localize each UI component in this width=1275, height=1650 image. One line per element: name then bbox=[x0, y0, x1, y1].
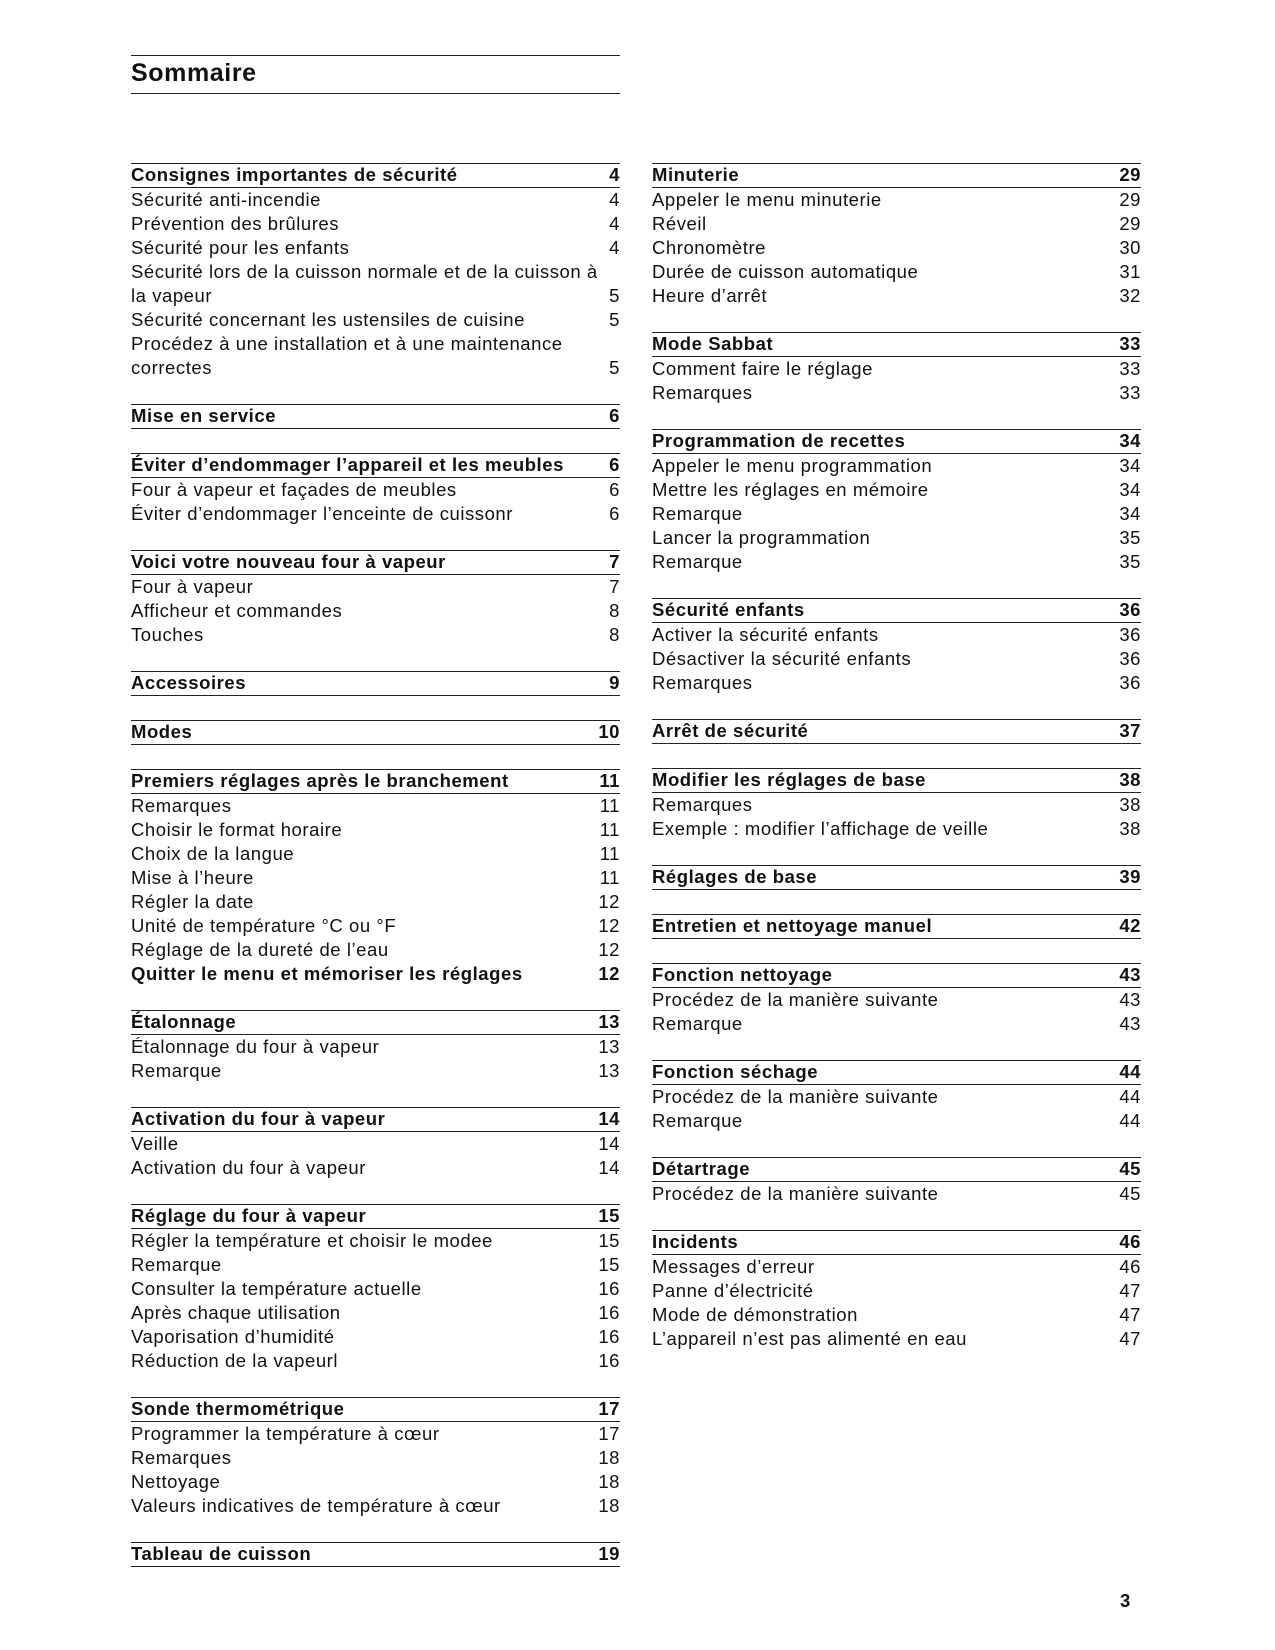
toc-entry[interactable] bbox=[652, 478, 1141, 502]
toc-heading-page: 6 bbox=[609, 405, 620, 426]
toc-entry[interactable] bbox=[131, 1349, 620, 1373]
toc-entry-page: 12 bbox=[598, 891, 620, 912]
toc-entry-label: Consulter la température actuelle bbox=[131, 1278, 422, 1299]
toc-entry[interactable] bbox=[131, 236, 620, 260]
toc-section-heading[interactable] bbox=[131, 1542, 620, 1567]
toc-entry-page: 5 bbox=[609, 309, 620, 330]
toc-section-heading[interactable] bbox=[652, 1157, 1141, 1182]
toc-entry-page: 35 bbox=[1119, 551, 1141, 572]
toc-section-heading[interactable] bbox=[131, 1204, 620, 1229]
toc-heading-title: Réglages de base bbox=[652, 866, 818, 887]
toc-entry-label: Éviter d’endommager l’enceinte de cuissonr bbox=[131, 503, 513, 524]
toc-heading-title: Tableau de cuisson bbox=[131, 1543, 312, 1564]
toc-section bbox=[131, 1010, 620, 1083]
toc-section bbox=[652, 963, 1141, 1036]
toc-entry[interactable] bbox=[652, 526, 1141, 550]
toc-entry-label: Programmer la température à cœur bbox=[131, 1423, 440, 1444]
toc-entry-label: Choisir le format horaire bbox=[131, 819, 343, 840]
toc-entry-page: 47 bbox=[1119, 1280, 1141, 1301]
toc-entry-page: 5 bbox=[609, 357, 620, 378]
toc-entry-page: 43 bbox=[1119, 1013, 1141, 1034]
toc-entry-page: 18 bbox=[598, 1495, 620, 1516]
toc-entry-page: 11 bbox=[599, 843, 620, 864]
toc-entry-page: 36 bbox=[1119, 624, 1141, 645]
toc-heading-title: Entretien et nettoyage manuel bbox=[652, 915, 933, 936]
toc-entry[interactable] bbox=[652, 1327, 1141, 1351]
toc-section bbox=[652, 865, 1141, 890]
toc-entry[interactable] bbox=[131, 1446, 620, 1470]
toc-entry-page: 17 bbox=[598, 1423, 620, 1444]
toc-entry-page: 33 bbox=[1119, 382, 1141, 403]
toc-entry[interactable] bbox=[131, 1035, 620, 1059]
toc-entry-page: 34 bbox=[1119, 503, 1141, 524]
toc-entry-label: Sécurité concernant les ustensiles de cuisine bbox=[131, 309, 525, 330]
toc-section bbox=[131, 671, 620, 696]
toc-heading-title: Accessoires bbox=[131, 672, 247, 693]
toc-entry-label: L’appareil n’est pas alimenté en eau bbox=[652, 1328, 967, 1349]
toc-entry-page: 38 bbox=[1119, 818, 1141, 839]
toc-entry-label: Remarques bbox=[131, 1447, 232, 1468]
toc-entry-page: 46 bbox=[1119, 1256, 1141, 1277]
toc-entry-label: Remarque bbox=[131, 1254, 222, 1275]
toc-entry-label: Régler la date bbox=[131, 891, 254, 912]
toc-entry-label: Remarque bbox=[131, 1060, 222, 1081]
toc-entry-label: Nettoyage bbox=[131, 1471, 221, 1492]
toc-entry[interactable] bbox=[652, 550, 1141, 574]
toc-entry[interactable] bbox=[652, 260, 1141, 284]
toc-section bbox=[131, 1397, 620, 1518]
toc-entry-page: 47 bbox=[1119, 1304, 1141, 1325]
toc-entry-page: 38 bbox=[1119, 794, 1141, 815]
toc-right-column bbox=[652, 163, 1141, 1375]
toc-entry-label: Remarques bbox=[652, 672, 753, 693]
toc-heading-title: Premiers réglages après le branchement bbox=[131, 770, 509, 791]
toc-entry-label: Procédez à une installation et à une maintenance correctes bbox=[131, 333, 563, 378]
toc-section-heading[interactable] bbox=[652, 332, 1141, 357]
toc-heading-page: 42 bbox=[1119, 915, 1141, 936]
toc-heading-title: Programmation de recettes bbox=[652, 430, 906, 451]
toc-entry[interactable] bbox=[131, 962, 620, 986]
toc-entry[interactable] bbox=[131, 308, 620, 332]
toc-entry-page: 34 bbox=[1119, 479, 1141, 500]
toc-entry-label: Remarque bbox=[652, 551, 743, 572]
toc-section bbox=[131, 404, 620, 429]
toc-entry[interactable] bbox=[652, 454, 1141, 478]
toc-entry[interactable] bbox=[131, 890, 620, 914]
toc-heading-page: 6 bbox=[609, 454, 620, 475]
toc-entry-page: 43 bbox=[1119, 989, 1141, 1010]
toc-entry[interactable] bbox=[652, 1255, 1141, 1279]
toc-entry-label: Étalonnage du four à vapeur bbox=[131, 1036, 380, 1057]
toc-entry-label: Remarque bbox=[652, 1110, 743, 1131]
toc-section bbox=[131, 550, 620, 647]
toc-heading-title: Mise en service bbox=[131, 405, 277, 426]
toc-entry-label: Heure d’arrêt bbox=[652, 285, 768, 306]
toc-section-heading[interactable] bbox=[131, 163, 620, 188]
toc-section-heading[interactable] bbox=[652, 429, 1141, 454]
toc-entry-label: Réveil bbox=[652, 213, 707, 234]
toc-section bbox=[131, 453, 620, 526]
toc-section-heading[interactable] bbox=[652, 1060, 1141, 1085]
toc-heading-title: Sonde thermométrique bbox=[131, 1398, 345, 1419]
toc-entry-page: 13 bbox=[598, 1036, 620, 1057]
toc-heading-title: Activation du four à vapeur bbox=[131, 1108, 386, 1129]
toc-heading-title: Sécurité enfants bbox=[652, 599, 805, 620]
toc-heading-title: Modes bbox=[131, 721, 193, 742]
toc-section bbox=[652, 429, 1141, 574]
toc-section-heading[interactable] bbox=[131, 453, 620, 478]
toc-entry[interactable] bbox=[131, 1132, 620, 1156]
toc-section bbox=[131, 1204, 620, 1373]
toc-entry-label: Réduction de la vapeurl bbox=[131, 1350, 339, 1371]
toc-entry[interactable] bbox=[652, 1182, 1141, 1206]
toc-left-column bbox=[131, 163, 620, 1591]
toc-heading-title: Éviter d’endommager l’appareil et les meubles bbox=[131, 454, 564, 475]
toc-entry[interactable] bbox=[652, 357, 1141, 381]
toc-entry-page: 32 bbox=[1119, 285, 1141, 306]
toc-entry[interactable] bbox=[652, 671, 1141, 695]
toc-entry-page: 18 bbox=[598, 1447, 620, 1468]
toc-entry-label: Lancer la programmation bbox=[652, 527, 871, 548]
toc-entry-label: Mise à l’heure bbox=[131, 867, 254, 888]
toc-section-heading[interactable] bbox=[652, 963, 1141, 988]
toc-section-heading[interactable] bbox=[652, 1230, 1141, 1255]
toc-entry-label: Choix de la langue bbox=[131, 843, 295, 864]
toc-entry[interactable] bbox=[131, 575, 620, 599]
toc-entry[interactable] bbox=[131, 1059, 620, 1083]
toc-entry[interactable] bbox=[131, 1277, 620, 1301]
toc-heading-page: 39 bbox=[1119, 866, 1141, 887]
toc-section bbox=[131, 163, 620, 380]
toc-entry-label: Appeler le menu programmation bbox=[652, 455, 933, 476]
toc-heading-page: 9 bbox=[609, 672, 620, 693]
toc-section bbox=[652, 1157, 1141, 1206]
toc-entry-label: Durée de cuisson automatique bbox=[652, 261, 919, 282]
toc-section-heading[interactable] bbox=[131, 404, 620, 429]
toc-entry[interactable] bbox=[131, 1494, 620, 1518]
toc-section bbox=[652, 163, 1141, 308]
toc-entry[interactable] bbox=[652, 381, 1141, 405]
toc-section-heading[interactable] bbox=[652, 768, 1141, 793]
toc-entry-label: Sécurité anti-incendie bbox=[131, 189, 322, 210]
toc-heading-title: Réglage du four à vapeur bbox=[131, 1205, 367, 1226]
toc-entry-page: 6 bbox=[609, 479, 620, 500]
toc-entry[interactable] bbox=[131, 188, 620, 212]
toc-entry-label: Remarques bbox=[652, 382, 753, 403]
toc-section-heading[interactable] bbox=[131, 1107, 620, 1132]
toc-entry[interactable] bbox=[131, 1422, 620, 1446]
toc-entry-page: 29 bbox=[1119, 213, 1141, 234]
toc-heading-page: 11 bbox=[599, 770, 620, 791]
toc-entry[interactable] bbox=[652, 1279, 1141, 1303]
toc-entry-page: 5 bbox=[609, 285, 620, 306]
toc-entry-page: 33 bbox=[1119, 358, 1141, 379]
toc-entry-page: 16 bbox=[598, 1326, 620, 1347]
toc-section bbox=[131, 720, 620, 745]
toc-entry-page: 6 bbox=[609, 503, 620, 524]
toc-entry-page: 35 bbox=[1119, 527, 1141, 548]
toc-entry-page: 29 bbox=[1119, 189, 1141, 210]
toc-entry[interactable] bbox=[131, 260, 620, 308]
toc-heading-page: 37 bbox=[1119, 720, 1141, 741]
toc-entry-label: Mode de démonstration bbox=[652, 1304, 858, 1325]
toc-entry[interactable] bbox=[131, 1229, 620, 1253]
toc-heading-page: 19 bbox=[598, 1543, 620, 1564]
toc-entry-page: 18 bbox=[598, 1471, 620, 1492]
toc-section bbox=[652, 914, 1141, 939]
toc-entry-page: 8 bbox=[609, 600, 620, 621]
toc-heading-title: Voici votre nouveau four à vapeur bbox=[131, 551, 446, 572]
toc-heading-title: Consignes importantes de sécurité bbox=[131, 164, 458, 185]
toc-entry[interactable] bbox=[652, 623, 1141, 647]
toc-entry[interactable] bbox=[131, 938, 620, 962]
toc-entry[interactable] bbox=[131, 1301, 620, 1325]
toc-entry[interactable] bbox=[131, 842, 620, 866]
toc-entry-page: 11 bbox=[599, 819, 620, 840]
toc-heading-title: Mode Sabbat bbox=[652, 333, 774, 354]
toc-entry-page: 31 bbox=[1119, 261, 1141, 282]
toc-entry-label: Four à vapeur et façades de meubles bbox=[131, 479, 457, 500]
toc-entry-label: Afficheur et commandes bbox=[131, 600, 343, 621]
toc-entry-label: Remarque bbox=[652, 1013, 743, 1034]
toc-section-heading[interactable] bbox=[652, 914, 1141, 939]
toc-entry-label: Activation du four à vapeur bbox=[131, 1157, 366, 1178]
toc-heading-page: 38 bbox=[1119, 769, 1141, 790]
toc-section bbox=[131, 1542, 620, 1567]
toc-entry[interactable] bbox=[131, 1156, 620, 1180]
title-block bbox=[131, 55, 620, 94]
toc-heading-page: 17 bbox=[598, 1398, 620, 1419]
toc-entry[interactable] bbox=[652, 793, 1141, 817]
toc-entry-label: Appeler le menu minuterie bbox=[652, 189, 882, 210]
toc-entry-label: Messages d’erreur bbox=[652, 1256, 815, 1277]
toc-heading-title: Arrêt de sécurité bbox=[652, 720, 809, 741]
toc-entry-label: Unité de température °C ou °F bbox=[131, 915, 397, 936]
page-number: 3 bbox=[1120, 1590, 1131, 1611]
toc-entry[interactable] bbox=[652, 817, 1141, 841]
toc-heading-page: 4 bbox=[609, 164, 620, 185]
toc-entry-page: 15 bbox=[598, 1254, 620, 1275]
toc-entry[interactable] bbox=[131, 818, 620, 842]
toc-section-heading[interactable] bbox=[131, 671, 620, 696]
toc-entry-page: 11 bbox=[599, 795, 620, 816]
toc-heading-page: 33 bbox=[1119, 333, 1141, 354]
toc-heading-title: Étalonnage bbox=[131, 1011, 237, 1032]
toc-section bbox=[652, 332, 1141, 405]
toc-entry-page: 12 bbox=[598, 963, 620, 984]
toc-heading-page: 43 bbox=[1119, 964, 1141, 985]
toc-entry-label: Remarques bbox=[652, 794, 753, 815]
toc-entry[interactable] bbox=[131, 623, 620, 647]
toc-entry-page: 14 bbox=[598, 1133, 620, 1154]
toc-section-heading[interactable] bbox=[652, 865, 1141, 890]
toc-entry-label: Quitter le menu et mémoriser les réglages bbox=[131, 963, 523, 984]
toc-entry[interactable] bbox=[131, 478, 620, 502]
toc-section-heading[interactable] bbox=[131, 1397, 620, 1422]
toc-entry-page: 11 bbox=[599, 867, 620, 888]
toc-entry-label: Exemple : modifier l’affichage de veille bbox=[652, 818, 989, 839]
toc-entry-page: 7 bbox=[609, 576, 620, 597]
toc-heading-page: 45 bbox=[1119, 1158, 1141, 1179]
toc-entry-label: Touches bbox=[131, 624, 204, 645]
toc-section bbox=[652, 1060, 1141, 1133]
toc-entry-page: 44 bbox=[1119, 1086, 1141, 1107]
toc-entry[interactable] bbox=[131, 1470, 620, 1494]
toc-heading-page: 36 bbox=[1119, 599, 1141, 620]
toc-entry-page: 12 bbox=[598, 915, 620, 936]
toc-entry-page: 16 bbox=[598, 1350, 620, 1371]
toc-heading-title: Modifier les réglages de base bbox=[652, 769, 927, 790]
toc-entry-label: Sécurité pour les enfants bbox=[131, 237, 350, 258]
toc-entry-label: Régler la température et choisir le modee bbox=[131, 1230, 493, 1251]
toc-heading-title: Minuterie bbox=[652, 164, 740, 185]
toc-entry-page: 13 bbox=[598, 1060, 620, 1081]
toc-entry-label: Chronomètre bbox=[652, 237, 767, 258]
toc-entry-label: Valeurs indicatives de température à cœur bbox=[131, 1495, 501, 1516]
toc-entry[interactable] bbox=[652, 988, 1141, 1012]
toc-entry[interactable] bbox=[652, 647, 1141, 671]
toc-entry-page: 8 bbox=[609, 624, 620, 645]
toc-heading-title: Fonction nettoyage bbox=[652, 964, 833, 985]
toc-entry-page: 34 bbox=[1119, 455, 1141, 476]
toc-entry[interactable] bbox=[652, 188, 1141, 212]
toc-heading-page: 34 bbox=[1119, 430, 1141, 451]
toc-heading-title: Fonction séchage bbox=[652, 1061, 819, 1082]
page-title: Sommaire bbox=[131, 59, 257, 87]
toc-entry-label: Remarque bbox=[652, 503, 743, 524]
toc-entry[interactable] bbox=[652, 212, 1141, 236]
toc-entry-label: Sécurité lors de la cuisson normale et de la cuisson à la vapeur bbox=[131, 261, 598, 306]
toc-entry-page: 12 bbox=[598, 939, 620, 960]
toc-entry-page: 16 bbox=[598, 1278, 620, 1299]
toc-entry-page: 14 bbox=[598, 1157, 620, 1178]
toc-heading-page: 46 bbox=[1119, 1231, 1141, 1252]
toc-entry[interactable] bbox=[131, 1325, 620, 1349]
toc-section bbox=[131, 1107, 620, 1180]
toc-section bbox=[131, 769, 620, 986]
toc-entry-label: Désactiver la sécurité enfants bbox=[652, 648, 912, 669]
toc-entry-label: Vaporisation d’humidité bbox=[131, 1326, 335, 1347]
toc-entry-label: Procédez de la manière suivante bbox=[652, 1183, 939, 1204]
toc-entry-page: 30 bbox=[1119, 237, 1141, 258]
toc-entry-label: Procédez de la manière suivante bbox=[652, 989, 939, 1010]
toc-entry[interactable] bbox=[131, 599, 620, 623]
toc-entry-page: 44 bbox=[1119, 1110, 1141, 1131]
toc-entry-label: Panne d’électricité bbox=[652, 1280, 814, 1301]
toc-heading-title: Détartrage bbox=[652, 1158, 751, 1179]
toc-entry-label: Prévention des brûlures bbox=[131, 213, 340, 234]
toc-entry[interactable] bbox=[131, 794, 620, 818]
toc-section bbox=[652, 1230, 1141, 1351]
toc-heading-page: 14 bbox=[598, 1108, 620, 1129]
toc-entry[interactable] bbox=[652, 1085, 1141, 1109]
toc-entry[interactable] bbox=[652, 1012, 1141, 1036]
toc-section-heading[interactable] bbox=[652, 163, 1141, 188]
toc-entry[interactable] bbox=[652, 1303, 1141, 1327]
toc-section-heading[interactable] bbox=[131, 720, 620, 745]
toc-entry[interactable] bbox=[652, 236, 1141, 260]
toc-entry-label: Procédez de la manière suivante bbox=[652, 1086, 939, 1107]
toc-entry-label: Four à vapeur bbox=[131, 576, 254, 597]
toc-heading-page: 13 bbox=[598, 1011, 620, 1032]
toc-entry-label: Veille bbox=[131, 1133, 179, 1154]
toc-heading-page: 10 bbox=[598, 721, 620, 742]
toc-heading-page: 15 bbox=[598, 1205, 620, 1226]
toc-heading-page: 7 bbox=[609, 551, 620, 572]
toc-section-heading[interactable] bbox=[131, 769, 620, 794]
toc-heading-page: 29 bbox=[1119, 164, 1141, 185]
toc-section bbox=[652, 598, 1141, 695]
toc-entry-label: Réglage de la dureté de l’eau bbox=[131, 939, 389, 960]
toc-entry-page: 16 bbox=[598, 1302, 620, 1323]
toc-entry[interactable] bbox=[131, 502, 620, 526]
toc-entry[interactable] bbox=[652, 1109, 1141, 1133]
toc-entry[interactable] bbox=[131, 1253, 620, 1277]
toc-entry-label: Mettre les réglages en mémoire bbox=[652, 479, 929, 500]
toc-entry-page: 4 bbox=[609, 237, 620, 258]
toc-heading-title: Incidents bbox=[652, 1231, 739, 1252]
toc-entry-page: 36 bbox=[1119, 648, 1141, 669]
toc-section bbox=[652, 719, 1141, 744]
toc-entry-label: Comment faire le réglage bbox=[652, 358, 873, 379]
toc-section-heading[interactable] bbox=[131, 1010, 620, 1035]
toc-section-heading[interactable] bbox=[652, 719, 1141, 744]
toc-entry[interactable] bbox=[131, 866, 620, 890]
toc-entry[interactable] bbox=[652, 502, 1141, 526]
toc-entry-label: Activer la sécurité enfants bbox=[652, 624, 879, 645]
toc-entry[interactable] bbox=[131, 332, 620, 380]
toc-entry-page: 47 bbox=[1119, 1328, 1141, 1349]
toc-heading-page: 44 bbox=[1119, 1061, 1141, 1082]
toc-entry[interactable] bbox=[131, 212, 620, 236]
toc-entry-page: 15 bbox=[598, 1230, 620, 1251]
toc-section-heading[interactable] bbox=[131, 550, 620, 575]
toc-entry-page: 36 bbox=[1119, 672, 1141, 693]
toc-entry-label: Remarques bbox=[131, 795, 232, 816]
toc-entry-page: 4 bbox=[609, 189, 620, 210]
toc-section bbox=[652, 768, 1141, 841]
toc-entry-label: Après chaque utilisation bbox=[131, 1302, 341, 1323]
toc-entry[interactable] bbox=[131, 914, 620, 938]
toc-entry-page: 45 bbox=[1119, 1183, 1141, 1204]
toc-entry[interactable] bbox=[652, 284, 1141, 308]
toc-entry-page: 4 bbox=[609, 213, 620, 234]
toc-section-heading[interactable] bbox=[652, 598, 1141, 623]
